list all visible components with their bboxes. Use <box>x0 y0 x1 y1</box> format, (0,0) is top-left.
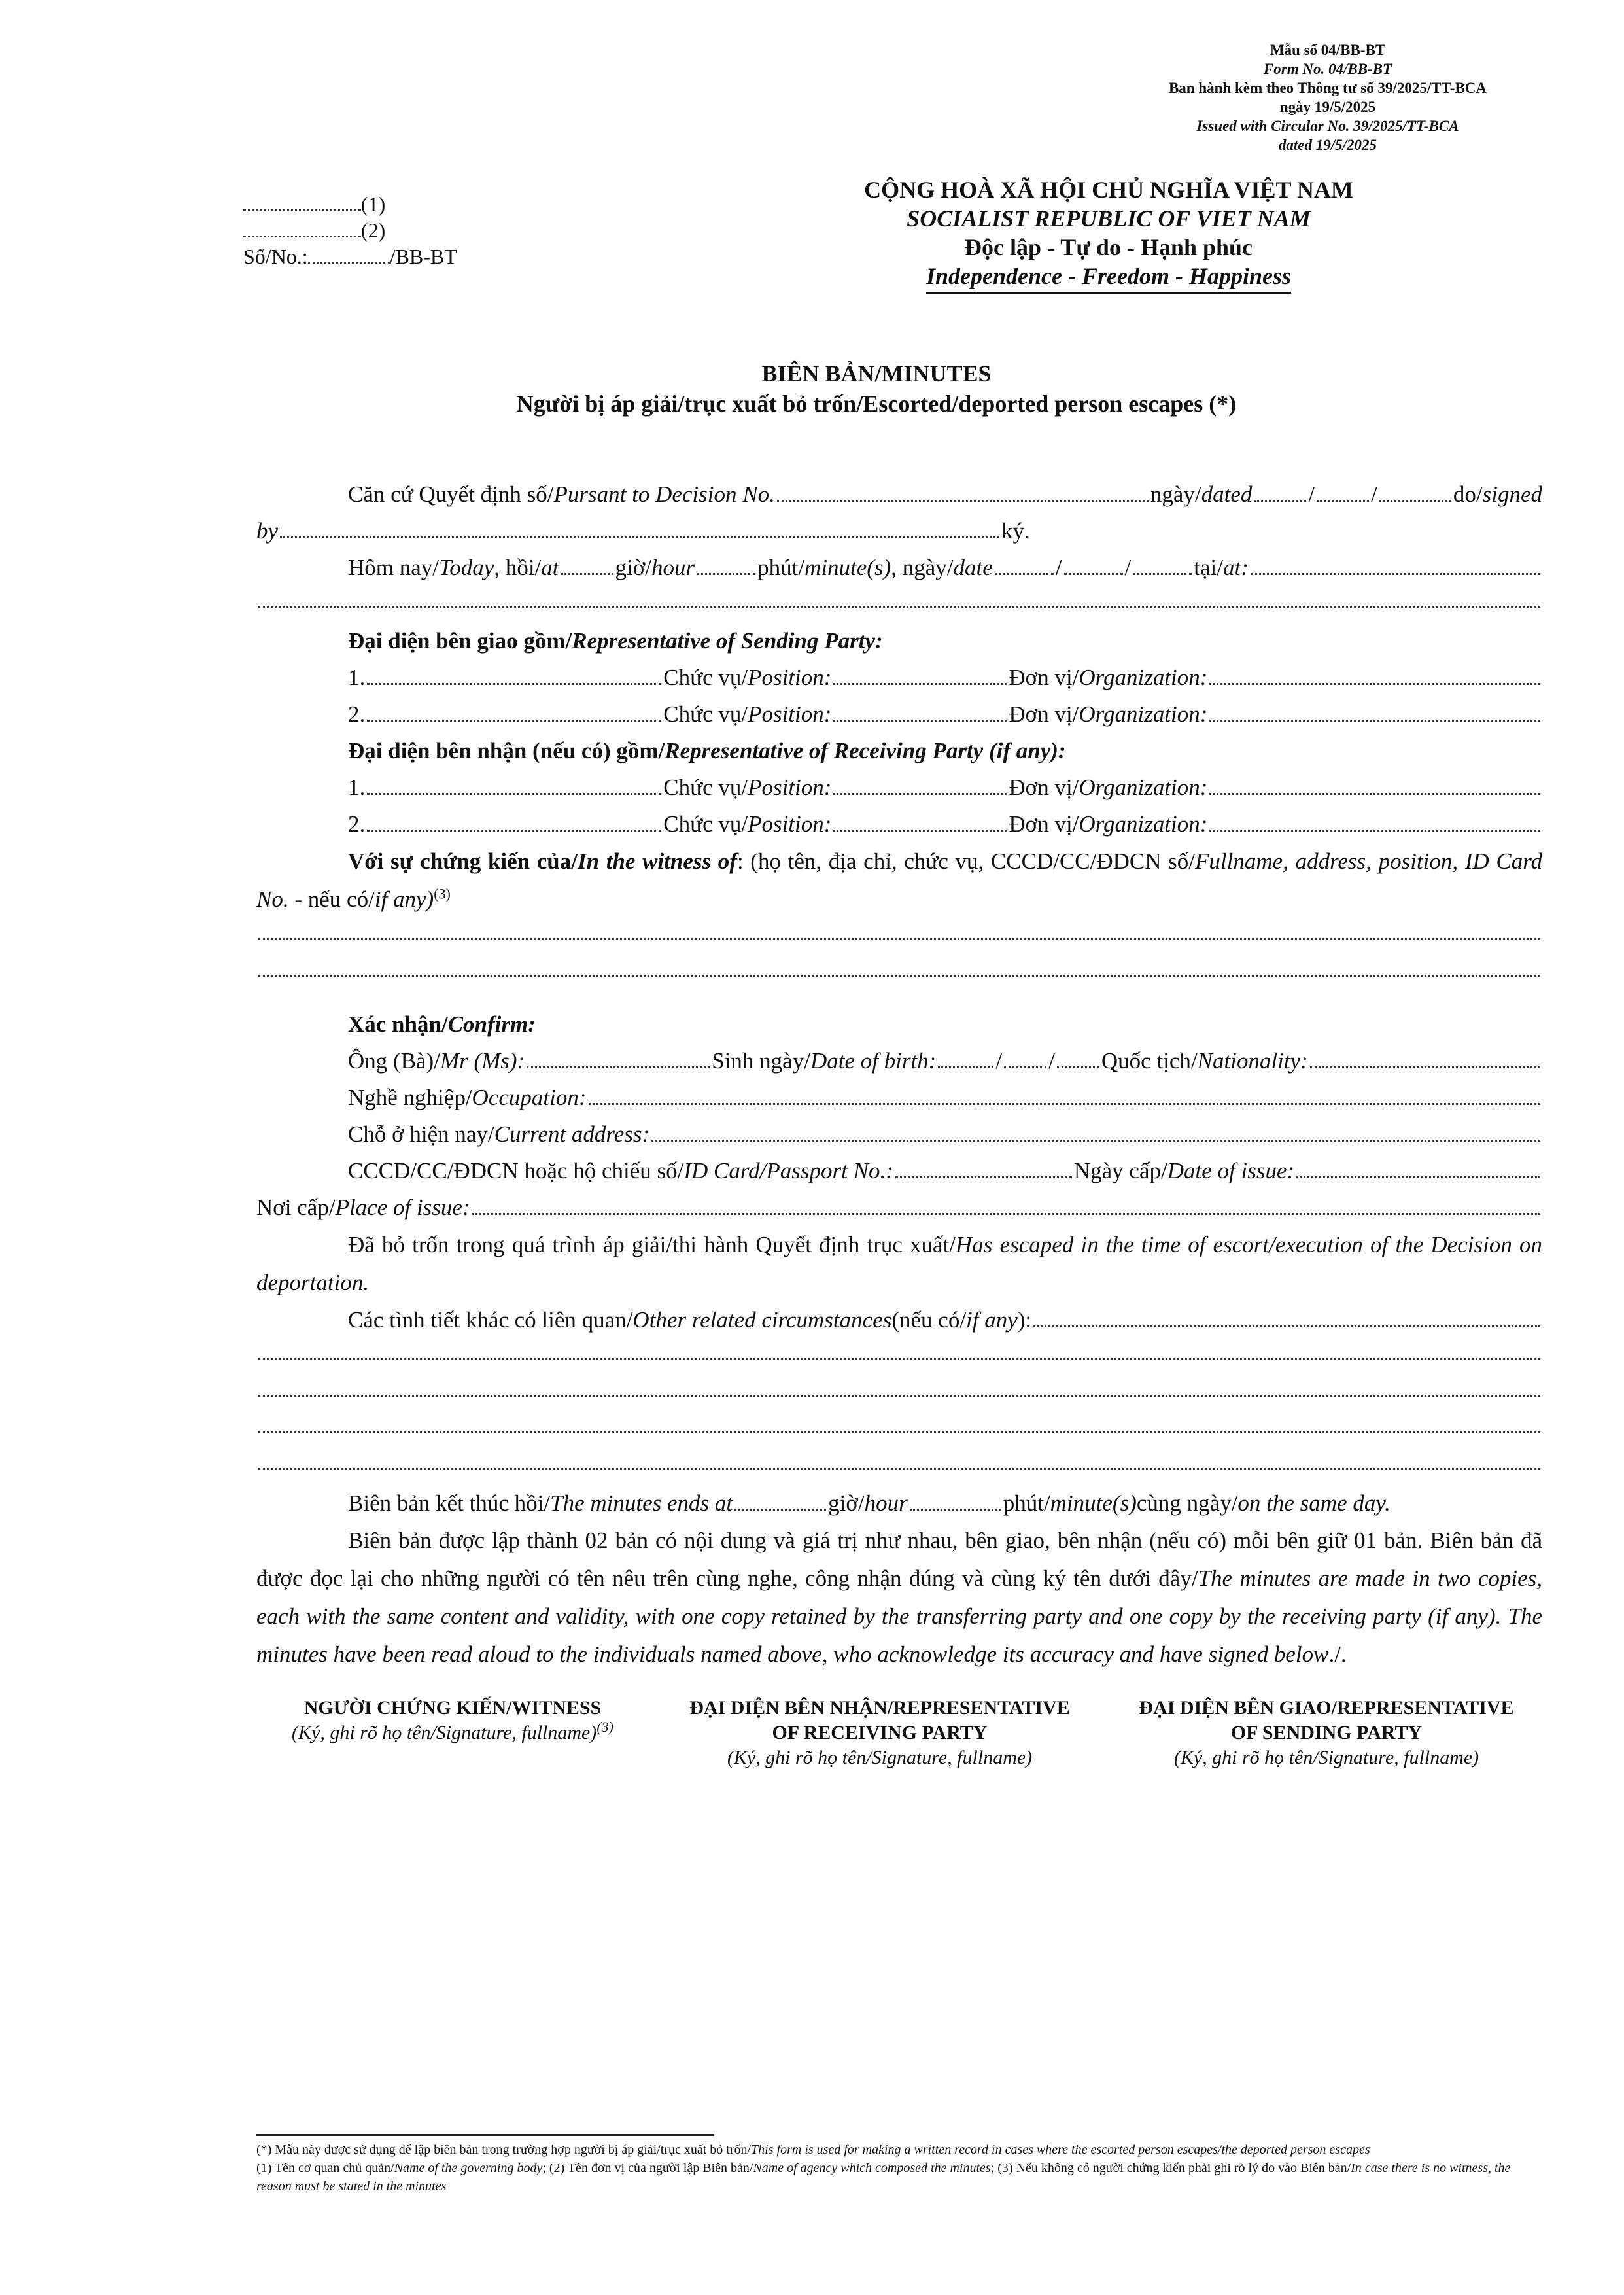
sending-position-1-field[interactable] <box>833 663 1007 685</box>
person-name-field[interactable] <box>527 1047 710 1068</box>
other-field-2[interactable] <box>258 1339 1540 1360</box>
issue-date-label: Ngày cấp/ <box>1073 1158 1167 1183</box>
nationality-field[interactable] <box>1310 1047 1540 1068</box>
position-label-en: Position: <box>748 665 832 690</box>
place-continuation-line <box>256 586 1542 623</box>
other-label-en: Other related circumstances <box>632 1307 892 1333</box>
circular-vi: Ban hành kèm theo Thông tư số 39/2025/TT-BCA <box>1168 80 1487 96</box>
sending-signature-block <box>1111 1696 1542 1770</box>
sending-name-2-field[interactable] <box>367 700 661 722</box>
minute-field[interactable] <box>697 553 755 575</box>
end-label-en: The minutes ends at <box>550 1490 733 1516</box>
sending-org-2-field[interactable] <box>1209 700 1540 722</box>
agency-header <box>243 191 457 270</box>
sending-row-2 <box>256 696 1542 733</box>
end-minute-field[interactable] <box>910 1489 1001 1511</box>
occupation-label: Nghề nghiệp/ <box>348 1085 472 1110</box>
occupation-field[interactable] <box>589 1083 1541 1105</box>
occupation-line <box>256 1079 1542 1116</box>
witness-paragraph <box>256 843 1542 919</box>
national-header <box>804 175 1413 294</box>
end-label: Biên bản kết thúc hồi/ <box>348 1490 551 1516</box>
address-field[interactable] <box>651 1120 1540 1142</box>
today-line: Hôm nay/ Today , hồi/ at giờ/ hour phút/ minute(s) , ngày/ date / / tại/ at: <box>256 550 1542 586</box>
place-label: tại/ <box>1194 555 1223 580</box>
form-number-vi: Mẫu số 04/BB-BT <box>1270 42 1386 58</box>
other-line-4 <box>256 1412 1542 1448</box>
decision-line: Căn cứ Quyết định số/ Pursant to Decision No. ngày/ dated / / do/ signed <box>256 476 1542 513</box>
dated-label-en: dated <box>1201 482 1253 507</box>
org-label-en: Organization: <box>1079 775 1208 800</box>
footnotes <box>256 2141 1542 2196</box>
witness-signature-block <box>256 1696 649 1770</box>
address-line <box>256 1116 1542 1153</box>
end-minute-label: phút/ <box>1003 1490 1050 1516</box>
other-if-any-label-en: if any <box>966 1307 1018 1333</box>
same-day-label-en: on the same day. <box>1237 1490 1391 1516</box>
minute-label: phút/ <box>757 555 805 580</box>
org-label-en: Organization: <box>1079 701 1208 727</box>
today-day-field[interactable] <box>995 553 1054 575</box>
org-label-en: Organization: <box>1079 811 1208 837</box>
sending-org-1-field[interactable] <box>1209 663 1540 685</box>
nationality-label-en: Nationality: <box>1197 1048 1308 1074</box>
dob-year-field[interactable] <box>1057 1047 1099 1068</box>
minute-label-en: minute(s) <box>804 555 891 580</box>
issue-date-label-en: Date of issue: <box>1167 1158 1295 1183</box>
today-label: Hôm nay/ <box>348 555 440 580</box>
governing-body-field[interactable] <box>243 192 361 211</box>
motto-vi: Độc lập - Tự do - Hạnh phúc <box>964 234 1253 260</box>
number-label: Số/No.: <box>243 245 308 268</box>
number-field[interactable] <box>308 245 390 264</box>
confirm-heading <box>256 1006 1542 1043</box>
form-number-en: Form No. 04/BB-BT <box>1263 61 1392 77</box>
place-of-issue-label: Nơi cấp/ <box>256 1195 336 1220</box>
by-label: by <box>256 518 279 544</box>
witness-signature-title: NGƯỜI CHỨNG KIẾN/WITNESS <box>303 1697 602 1719</box>
other-field-4[interactable] <box>258 1412 1540 1433</box>
escaped-paragraph <box>256 1226 1542 1302</box>
today-year-field[interactable] <box>1133 553 1192 575</box>
org-label: Đơn vị/ <box>1009 665 1079 690</box>
sending-signature-title: ĐẠI DIỆN BÊN GIAO/REPRESENTATIVE <box>1139 1697 1514 1719</box>
receiving-position-1-field[interactable] <box>833 773 1007 795</box>
witness-label: Với sự chứng kiến của/ <box>348 849 578 874</box>
escaped-text-en: Has escaped in the time of escort/execution of the Decision on deportation. <box>256 1232 1542 1295</box>
witness-signature-note: (Ký, ghi rõ họ tên/Signature, fullname) <box>292 1722 597 1743</box>
org-label: Đơn vị/ <box>1009 775 1079 800</box>
confirm-label-en: Confirm: <box>447 1011 536 1037</box>
position-label: Chức vụ/ <box>663 701 748 727</box>
witness-line-2 <box>256 955 1542 992</box>
receiving-position-2-field[interactable] <box>833 810 1007 832</box>
occupation-label-en: Occupation: <box>472 1085 587 1110</box>
receiving-party-heading <box>256 733 1542 769</box>
date-label: , ngày/ <box>891 555 954 580</box>
country-name-vi: CỘNG HOÀ XÃ HỘI CHỦ NGHĨA VIỆT NAM <box>864 177 1353 203</box>
witness-label-en: In the witness of <box>577 849 737 874</box>
sending-name-1-field[interactable] <box>367 663 661 685</box>
agency-note: (2) <box>361 219 386 242</box>
receiving-signature-note: (Ký, ghi rõ họ tên/Signature, fullname) <box>727 1747 1033 1768</box>
governing-body-note: (1) <box>361 192 386 216</box>
dob-month-field[interactable] <box>1004 1047 1046 1068</box>
footnote-divider <box>256 2134 714 2136</box>
witness-field-2[interactable] <box>258 955 1540 977</box>
position-label-en: Position: <box>748 811 832 837</box>
place-field-2[interactable] <box>258 586 1540 608</box>
receiving-label-en: Representative of Receiving Party (if any): <box>665 738 1066 763</box>
place-of-issue-line <box>256 1189 1542 1226</box>
receiving-name-1-field[interactable] <box>367 773 661 795</box>
sending-position-2-field[interactable] <box>833 700 1007 722</box>
confirm-label: Xác nhận/ <box>348 1011 448 1037</box>
mr-label: Ông (Bà)/ <box>348 1048 440 1074</box>
sending-signature-note: (Ký, ghi rõ họ tên/Signature, fullname) <box>1173 1747 1479 1768</box>
hour-label-en: hour <box>651 555 695 580</box>
org-label: Đơn vị/ <box>1009 811 1079 837</box>
id-line <box>256 1153 1542 1189</box>
signed-by-line <box>256 513 1542 550</box>
dob-label-en: Date of birth: <box>810 1048 937 1074</box>
receiving-row-1 <box>256 769 1542 806</box>
witness-if-any-label-en: if any) <box>374 886 434 912</box>
id-label-en: ID Card/Passport No.: <box>683 1158 893 1183</box>
copies-text-end: ./. <box>1328 1641 1347 1667</box>
dob-label: Sinh ngày/ <box>712 1048 810 1074</box>
circular-en: Issued with Circular No. 39/2025/TT-BCA <box>1196 118 1459 134</box>
at-label: , hồi/ <box>494 555 542 580</box>
receiving-signature-title: ĐẠI DIỆN BÊN NHẬN/REPRESENTATIVE <box>689 1697 1070 1719</box>
circular-date-en: dated 19/5/2025 <box>1278 137 1377 153</box>
mr-label-en: Mr (Ms): <box>440 1048 525 1074</box>
receiving-org-1-field[interactable] <box>1209 773 1540 795</box>
decision-day-field[interactable] <box>1254 480 1306 502</box>
end-hour-field[interactable] <box>734 1489 826 1511</box>
org-label-en: Organization: <box>1079 665 1208 690</box>
signature-section <box>256 1696 1542 1770</box>
other-circumstances-line <box>256 1302 1542 1339</box>
dob-day-field[interactable] <box>938 1047 993 1068</box>
witness-details-label-en-2: position, ID Card No. <box>256 849 1543 912</box>
footnote-numbered: (1) Tên cơ quan chủ quản/Name of the governing body; (2) Tên đơn vị của người lập Biên bản/Name of agency which composed the minutes; (3) Nếu không có người chứng kiến phải ghi rõ lý do vào Biên bản/In case there is no witness, the reason must be stated in the minutes <box>256 2161 1511 2194</box>
sending-signature-title-2: OF SENDING PARTY <box>1230 1722 1423 1743</box>
person-line: Ông (Bà)/ Mr (Ms): Sinh ngày/ Date of birth: / / Quốc tịch/ Nationality: <box>256 1043 1542 1079</box>
copies-text-vi: Biên bản được lập thành 02 bản có nội dung và giá trị như nhau, bên giao, bên nhận (nếu có) mỗi bên giữ 01 bản. Biên bản đã được đọc lại cho những người có tên nêu trên cùng nghe, công nhận đúng và cùng ký tên dưới đây/ <box>256 1528 1542 1591</box>
escaped-text: Đã bỏ trốn trong quá trình áp giải/thi hành Quyết định trục xuất/ <box>348 1232 956 1257</box>
row-number: 2. <box>348 701 366 727</box>
other-line-3 <box>256 1375 1542 1412</box>
issue-date-field[interactable] <box>1296 1157 1540 1178</box>
ky-label: ký. <box>1001 518 1030 544</box>
same-day-label: cùng ngày/ <box>1136 1490 1238 1516</box>
position-label: Chức vụ/ <box>663 665 748 690</box>
other-field-3[interactable] <box>258 1375 1540 1397</box>
witness-details-label-en: Fullname, address, <box>1195 849 1372 874</box>
receiving-signature-title-2: OF RECEIVING PARTY <box>772 1722 988 1743</box>
receiving-signature-block <box>657 1696 1102 1770</box>
circular-date-vi: ngày 19/5/2025 <box>1279 99 1376 115</box>
title-main: BIÊN BẢN/MINUTES <box>761 360 992 387</box>
hour-field[interactable] <box>561 553 613 575</box>
decision-label: Căn cứ Quyết định số/ <box>348 482 554 507</box>
position-label: Chức vụ/ <box>663 775 748 800</box>
decision-number-field[interactable] <box>777 480 1149 502</box>
address-label: Chỗ ở hiện nay/ <box>348 1121 494 1147</box>
signed-label: do/ <box>1453 482 1483 507</box>
dated-label: ngày/ <box>1150 482 1201 507</box>
at-label-en: at <box>541 555 559 580</box>
copies-paragraph <box>256 1522 1542 1673</box>
signed-label-en: signed <box>1482 482 1542 507</box>
sending-party-heading <box>256 623 1542 659</box>
id-number-field[interactable] <box>895 1157 1072 1178</box>
row-number: 1. <box>348 665 366 690</box>
witness-if-any-label: - nếu có/ <box>288 886 375 912</box>
id-label: CCCD/CC/ĐDCN hoặc hộ chiếu số/ <box>348 1158 684 1183</box>
other-field-5[interactable] <box>258 1448 1540 1470</box>
motto-en: Independence - Freedom - Happiness <box>926 262 1291 294</box>
sending-label: Đại diện bên giao gồm/ <box>348 628 572 654</box>
agency-field[interactable] <box>243 219 361 237</box>
org-label: Đơn vị/ <box>1009 701 1079 727</box>
other-colon: ): <box>1017 1307 1032 1333</box>
witness-field-1[interactable] <box>258 919 1540 940</box>
place-of-issue-field[interactable] <box>472 1193 1540 1215</box>
position-label-en: Position: <box>748 701 832 727</box>
form-body <box>256 476 1542 1673</box>
end-hour-label: giờ/ <box>828 1490 865 1516</box>
hour-label: giờ/ <box>615 555 651 580</box>
footnote-star: (*) Mẫu này được sử dụng để lập biên bản trong trường hợp người bị áp giải/trục xuất bỏ trốn/This form is used for making a written record in cases where the escorted person escapes/the deported person escapes <box>256 2143 1370 2157</box>
row-number: 2. <box>348 811 366 837</box>
witness-footnote-ref: (3) <box>434 885 451 902</box>
signer-field[interactable] <box>280 517 999 538</box>
nationality-label: Quốc tịch/ <box>1101 1048 1198 1074</box>
place-label-en: at: <box>1222 555 1249 580</box>
title-sub: Người bị áp giải/trục xuất bỏ trốn/Escorted/deported person escapes (*) <box>516 391 1237 417</box>
form-number-block <box>1099 41 1557 154</box>
other-line-2 <box>256 1339 1542 1375</box>
other-if-any-label: (nếu có/ <box>891 1307 967 1333</box>
other-label: Các tình tiết khác có liên quan/ <box>348 1307 633 1333</box>
decision-month-field[interactable] <box>1317 480 1369 502</box>
sending-row-1 <box>256 659 1542 696</box>
number-suffix: /BB-BT <box>389 245 457 268</box>
end-hour-label-en: hour <box>864 1490 908 1516</box>
sending-label-en: Representative of Sending Party: <box>572 628 883 654</box>
today-month-field[interactable] <box>1064 553 1123 575</box>
address-label-en: Current address: <box>494 1121 650 1147</box>
receiving-org-2-field[interactable] <box>1209 810 1540 832</box>
decision-label-en: Pursant to Decision No. <box>553 482 775 507</box>
receiving-label: Đại diện bên nhận (nếu có) gồm/ <box>348 738 665 763</box>
receiving-row-2 <box>256 806 1542 843</box>
copies-text-en: The minutes are made in two copies, each with the same content and validity, with one copy retained by the transferring party and one copy by the receiving party (if any). The minutes have been read aloud to the individuals named above, who acknowledge its accuracy and have signed below <box>256 1566 1542 1667</box>
witness-signature-footnote-ref: (3) <box>596 1719 613 1735</box>
end-time-line <box>256 1485 1542 1522</box>
other-line-5 <box>256 1448 1542 1485</box>
document-title <box>366 359 1387 419</box>
place-field[interactable] <box>1251 553 1540 575</box>
place-of-issue-label-en: Place of issue: <box>335 1195 470 1220</box>
decision-year-field[interactable] <box>1379 480 1451 502</box>
row-number: 1. <box>348 775 366 800</box>
witness-details-label: : (họ tên, địa chỉ, chức vụ, CCCD/CC/ĐDCN số/ <box>736 849 1196 874</box>
today-label-en: Today <box>439 555 494 580</box>
position-label-en: Position: <box>748 775 832 800</box>
receiving-name-2-field[interactable] <box>367 810 661 832</box>
end-minute-label-en: minute(s) <box>1050 1490 1137 1516</box>
country-name-en: SOCIALIST REPUBLIC OF VIET NAM <box>907 205 1311 232</box>
witness-line-1 <box>256 919 1542 955</box>
date-label-en: date <box>953 555 993 580</box>
position-label: Chức vụ/ <box>663 811 748 837</box>
other-field-1[interactable] <box>1033 1306 1540 1327</box>
